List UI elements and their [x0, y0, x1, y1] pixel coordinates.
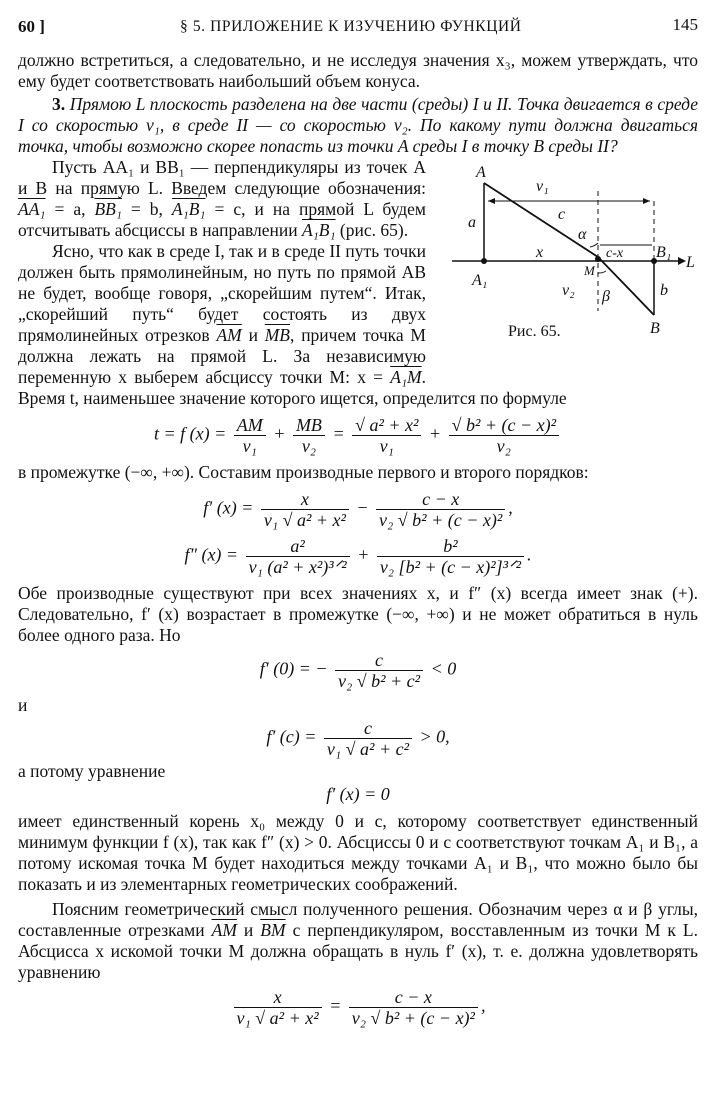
- text-run: Ясно, что как в среде I, так и в среде II путь точки должен быть прямолинейным, но путь по прямой AB не будет, вообще говоря, „скорейшим путем“. Итак, „скорейший путь“ будет состоять из двух прямолинейных отрезков: [18, 241, 426, 345]
- numerator: AM: [234, 415, 266, 436]
- point-M: [595, 256, 601, 262]
- text-run: = b,: [121, 199, 172, 219]
- label-A1: A₁: [472, 272, 488, 289]
- formula-part: ,: [508, 497, 513, 518]
- denominator: v₂ √ b² + c²: [338, 671, 421, 691]
- formula-part: t = f (x) =: [154, 423, 227, 444]
- header-running-title: § 5. ПРИЛОЖЕНИЕ К ИЗУЧЕНИЮ ФУНКЦИЙ: [180, 18, 522, 35]
- paragraph-unique-root: имеет единственный корень x₀ между 0 и c, которому соответствует единственный минимум функции f (x), так как f″ (x) > 0. Абсциссы 0 и c соответствуют точкам A₁ и B₁, а потому искомая точка M будет находиться между точками A₁ и B₁, что можно было бы показать и из элементарных геометрических соображений.: [18, 811, 698, 894]
- formula-f-prime-c: [18, 718, 698, 759]
- label-M: M: [584, 263, 595, 278]
- fraction: [449, 415, 559, 456]
- fraction: [377, 536, 524, 577]
- formula-first-derivative: [18, 489, 698, 530]
- overlined-segment: $\overline{AM}$: [211, 920, 237, 940]
- label-a: a: [468, 214, 476, 231]
- text-run: , причем точка M должна лежать на прямой L. За независимую переменную x выберем абсциссу точки M: x =: [18, 325, 426, 387]
- segment-MB: [598, 257, 654, 315]
- formula-part: f′ (0) = −: [259, 658, 328, 679]
- formula-part: ,: [480, 995, 486, 1016]
- text-run: = c,: [205, 199, 255, 219]
- formula-part: +: [357, 544, 370, 565]
- label-B: B: [650, 320, 660, 337]
- label-L: L: [686, 254, 695, 271]
- fraction: [234, 415, 266, 456]
- point-A1: [481, 258, 487, 264]
- fraction: [349, 987, 478, 1028]
- fraction: [335, 650, 423, 691]
- overlined-segment: $\overline{AM}$: [216, 325, 242, 345]
- text-run: с перпендикуляром, восставленным из точки M к L. Абсцисса x искомой точки M должна обращать в нуль f′ (x), т. е. должна удовлетворять уравнению: [18, 920, 698, 982]
- page-number: 145: [672, 15, 698, 34]
- overlined-segment: A₁B₁: [171, 199, 206, 219]
- formula-part: < 0: [430, 658, 457, 679]
- formula-f-prime-zero: [18, 650, 698, 691]
- numerator: a²: [246, 536, 350, 557]
- denominator: v₂ [b² + (c − x)²]³ᐟ²: [379, 557, 522, 577]
- label-x: x: [536, 244, 544, 261]
- fraction: [261, 489, 349, 530]
- text-run: Поясним геометрический смысл полученного решения. Обозначим через α и β углы, составленные отрезками: [18, 899, 698, 940]
- text-run: Пусть AA₁ и BB₁ — перпендикуляры из точек A и B на прямую L. Введем следующие обозначения:: [18, 157, 426, 198]
- formula-part: .: [527, 544, 532, 565]
- formula-part: +: [428, 423, 442, 444]
- figure-65: [440, 161, 698, 383]
- formula-part: f″ (x) =: [184, 544, 239, 565]
- intro-paragraph: должно встретиться, а следовательно, и не исследуя значения x₃, можем утверждать, что ему будет соответствовать наибольший объем конуса.: [18, 50, 698, 91]
- label-alpha: α: [578, 226, 587, 243]
- formula-part: > 0,: [419, 726, 450, 747]
- text-run: (рис. 65).: [335, 220, 409, 240]
- problem-number: 3.: [52, 94, 66, 114]
- denominator: v₂: [496, 436, 511, 456]
- overlined-segment: $\overline{BM}$: [260, 920, 286, 940]
- figure-caption: Рис. 65.: [508, 323, 561, 340]
- problem-statement: [18, 94, 698, 157]
- numerator: c: [335, 650, 423, 671]
- label-b: b: [660, 282, 668, 299]
- paragraph-monotonic: Обе производные существуют при всех значениях x, и f″ (x) всегда имеет знак (+). Следовательно, f′ (x) возрастает в промежутке (−∞, +∞) и не может обратиться в нуль более одного раза. Но: [18, 583, 698, 645]
- overlined-segment: A₁M: [390, 367, 422, 387]
- numerator: c: [324, 718, 412, 739]
- fraction: [376, 489, 505, 530]
- formula-part: −: [356, 497, 369, 518]
- formula-part: f′ (x) =: [203, 497, 254, 518]
- formula-part: =: [329, 995, 342, 1016]
- formula-equation: f′ (x) = 0: [326, 784, 390, 804]
- formula-part: f′ (c) =: [266, 726, 317, 747]
- figure-diagram: [440, 161, 698, 383]
- header-section-number: 60 ]: [18, 17, 45, 36]
- label-B1: B₁: [656, 244, 672, 261]
- numerator: x: [234, 987, 322, 1008]
- arrow-right-icon: [643, 198, 650, 204]
- formula-final-equation: [18, 987, 698, 1028]
- angle-beta-arc: [598, 271, 606, 273]
- denominator: v₁: [242, 436, 257, 456]
- paragraph-geometric-meaning: [18, 899, 698, 983]
- numerator: x: [261, 489, 349, 510]
- label-A: A: [476, 164, 486, 181]
- denominator: v₂ √ b² + (c − x)²: [351, 1008, 475, 1028]
- text-run: . Время t, наименьшее значение которого ищется, определится по формуле: [18, 367, 567, 408]
- numerator: √ a² + x²: [352, 415, 421, 436]
- text-run: и: [241, 325, 265, 345]
- denominator: v₁: [379, 436, 394, 456]
- fraction: [352, 415, 421, 456]
- label-v2: v₂: [562, 282, 575, 299]
- label-v1: v₁: [536, 178, 549, 195]
- numerator: c − x: [349, 987, 478, 1008]
- word-and: и: [18, 695, 28, 715]
- paragraph-derivatives-intro: в промежутке (−∞, +∞). Составим производные первого и второго порядков:: [18, 462, 589, 482]
- numerator: b²: [377, 536, 524, 557]
- label-beta: β: [602, 288, 610, 305]
- arrow-left-icon: [488, 198, 495, 204]
- denominator: v₁ √ a² + x²: [236, 1008, 319, 1028]
- formula-part: =: [332, 423, 345, 444]
- fraction: [234, 987, 322, 1028]
- text-run: и: [236, 920, 261, 940]
- denominator: v₂ √ b² + (c − x)²: [379, 510, 503, 530]
- formula-part: +: [273, 423, 286, 444]
- numerator: MB: [293, 415, 325, 436]
- denominator: v₁ (a² + x²)³ᐟ²: [248, 557, 347, 577]
- denominator: v₁ √ a² + c²: [326, 739, 409, 759]
- numerator: √ b² + (c − x)²: [449, 415, 559, 436]
- denominator: v₂: [301, 436, 317, 456]
- label-c: c: [558, 206, 566, 223]
- label-c-minus-x: c-x: [606, 246, 624, 261]
- numerator: c − x: [376, 489, 505, 510]
- arrow-icon: [678, 257, 686, 265]
- formula-second-derivative: [18, 536, 698, 577]
- angle-alpha-arc: [590, 243, 598, 247]
- overlined-segment: $\overline{MB}$: [264, 325, 291, 345]
- page-header: [18, 10, 698, 50]
- problem-text: Прямою L плоскость разделена на две части (среды) I и II. Точка двигается в среде I со скоростью v₁, в среде II — со скоростью v₂. По какому пути должна двигаться точка, чтобы возможно скорее попасть из точки A среды I в точку B среды II?: [18, 94, 699, 156]
- overlined-segment: BB₁: [94, 199, 122, 219]
- fraction: [293, 415, 325, 456]
- text-run: = a,: [45, 199, 95, 219]
- overlined-segment: AA₁: [18, 199, 46, 219]
- text-run: и на прямой L будем отсчитывать абсциссы в направлении: [18, 199, 426, 240]
- fraction: [324, 718, 412, 759]
- denominator: v₁ √ a² + x²: [263, 510, 346, 530]
- overlined-segment: A₁B₁: [301, 220, 336, 240]
- formula-time: [18, 415, 698, 456]
- book-page: [18, 10, 698, 1034]
- text-therefore: а потому уравнение: [18, 761, 166, 781]
- fraction: [246, 536, 350, 577]
